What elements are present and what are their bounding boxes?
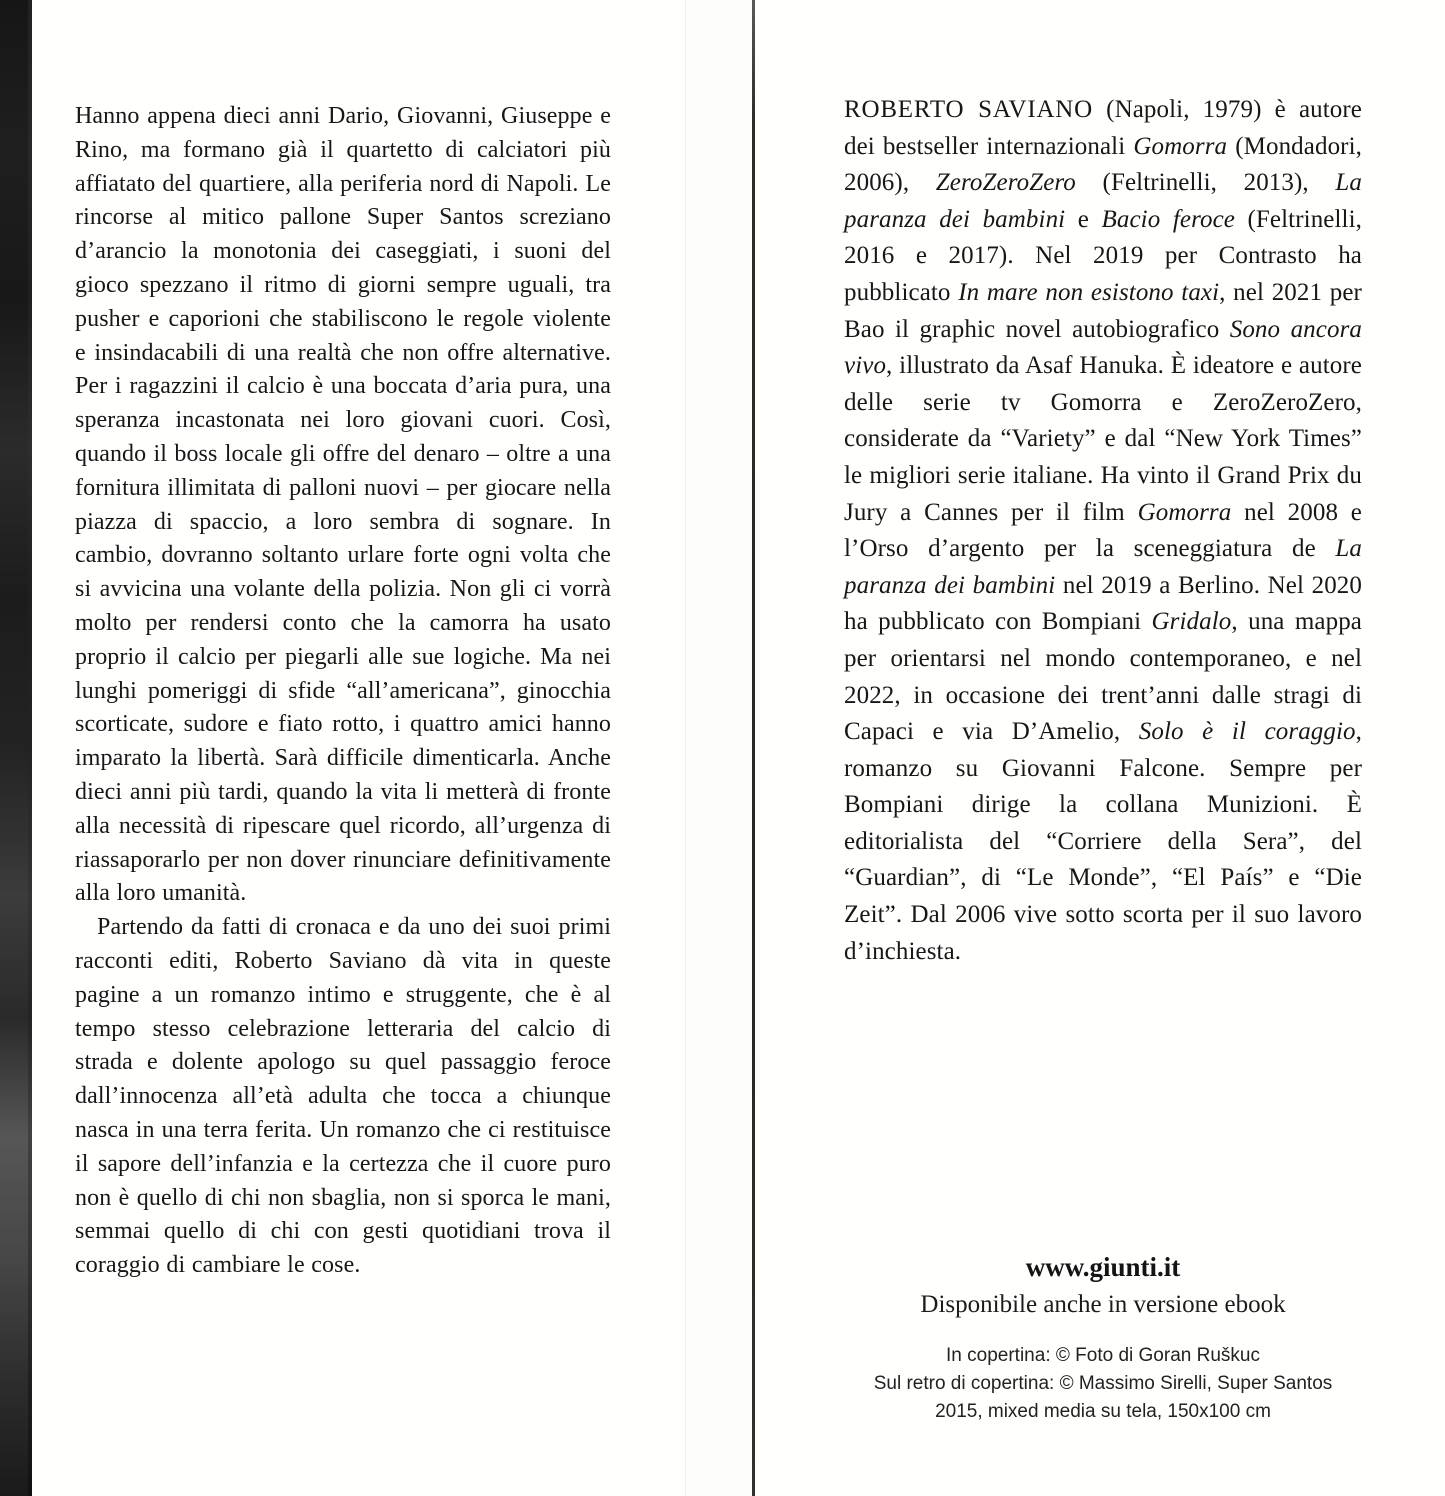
publisher-info <box>844 1248 1362 1324</box>
back-flap <box>755 0 1445 1496</box>
book-title: Bacio feroce <box>1101 205 1235 233</box>
book-title: Solo è il coraggio <box>1138 718 1356 746</box>
synopsis-paragraph: Hanno appena dieci anni Dario, Giovanni, Giuseppe e Rino, ma formano già il quartetto di calciatori più affiatato del quartiere, alla periferia nord di Napoli. Le rincorse al mitico pallone Super Santos screziano d’arancio la monotonia dei caseggiati, i suoni del gioco spezzano il ritmo di giorni sempre uguali, tra pusher e caporioni che stabiliscono le regole violente e insindacabili di una realtà che non offre alternative. Per i ragazzini il calcio è una boccata d’aria pura, una speranza incastonata nei loro giovani cuori. Così, quando il boss locale gli offre del denaro – oltre a una fornitura illimitata di palloni nuovi – per giocare nella piazza di spaccio, a loro sembra di sognare. In cambio, dovranno soltanto urlare forte ogni volta che si avvicina una volante della polizia. Non gli ci vorrà molto per rendersi conto che la camorra ha usato proprio il calcio per piegarli alle sue logiche. Ma nei lunghi pomeriggi di sfide “all’americana”, ginocchia scorticate, sudore e fiato rotto, i quattro amici hanno imparato la libertà. Sarà difficile dimenticarla. Anche dieci anni più tardi, quando la vita li metterà di fronte alla necessità di ripescare quel ricordo, all’urgenza di riassaporarlo per non dover rinunciare definitivamente alla loro umanità. <box>75 103 611 907</box>
book-title: Gomorra <box>1133 132 1228 160</box>
credit-line: In copertina: © Foto di Goran Ruškuc <box>946 1345 1260 1366</box>
cover-photo-edge <box>0 0 32 1496</box>
front-flap <box>32 0 686 1496</box>
bio-text: (Napoli, 1979) è autore dei bestseller internazionali <box>844 96 1363 160</box>
bio-text: nel 2008 e l’Orso d’argento per la sceneggiatura de <box>844 498 1362 563</box>
bio-text: (Mondadori, 2006), <box>844 132 1363 197</box>
book-title: ZeroZeroZero <box>935 169 1076 197</box>
author-bio <box>844 92 1362 970</box>
book-title: In mare non esistono taxi <box>958 278 1220 306</box>
bio-text: (Feltrinelli, 2013), <box>1075 169 1336 197</box>
bio-text: , romanzo su Giovanni Falcone. Sempre per Bompiani dirige la collana Munizioni. È editorialista del “Corriere della Sera”, del “Guardian”, di “Le Monde”, “El País” e “Die Zeit”. Dal 2006 vive sotto scorta per il suo lavoro d’inchiesta. <box>844 718 1362 965</box>
book-title: Gomorra <box>1137 498 1232 526</box>
book-title: Sono ancora vivo <box>844 315 1362 380</box>
book-title: La paranza dei bambini <box>844 169 1362 233</box>
bio-text: (Feltrinelli, 2016 e 2017). Nel 2019 per Contrasto ha pubblicato <box>844 205 1362 306</box>
credit-line: 2015, mixed media su tela, 150x100 cm <box>935 1401 1271 1422</box>
credit-line: Sul retro di copertina: © Massimo Sirelli, Super Santos <box>873 1373 1333 1394</box>
bio-text: , una mappa per orientarsi nel mondo contemporaneo, e nel 2022, in occasione dei trent’anni dalle stragi di Capaci e via D’Amelio, <box>844 608 1362 746</box>
synopsis-text <box>75 100 611 1283</box>
book-title: Gridalo <box>1151 608 1232 636</box>
author-name: ROBERTO SAVIANO <box>844 96 1094 123</box>
book-title: La paranza dei bambini <box>844 535 1362 599</box>
synopsis-paragraph: Partendo da fatti di cronaca e da uno dei suoi primi racconti editi, Roberto Saviano dà vita in queste pagine a un romanzo intimo e struggente, che è al tempo stesso celebrazione letteraria del calcio di strada e dolente apologo su quel passaggio feroce dall’innocenza all’età adulta che tocca a chiunque nasca in una terra ferita. Un romanzo che ci restituisce il sapore dell’infanzia e la certezza che il cuore puro non è quello di chi non sbaglia, non si sporca le mani, semmai quello di chi con gesti quotidiani trova il coraggio di cambiare le cose. <box>75 914 611 1279</box>
ebook-note: Disponibile anche in versione ebook <box>920 1291 1286 1318</box>
bio-text: e <box>1065 205 1102 233</box>
bio-text: , illustrato da Asaf Hanuka. È ideatore e autore delle serie tv Gomorra e ZeroZeroZero, considerate da “Variety” e dal “New York Times” le migliori serie italiane. Ha vinto il Grand Prix du Jury a Cannes per il film <box>844 352 1362 526</box>
bio-text: nel 2019 a Berlino. Nel 2020 ha pubblicato con Bompiani <box>844 571 1362 636</box>
bio-text: , nel 2021 per Bao il graphic novel autobiografico <box>844 278 1362 343</box>
credits <box>795 1342 1411 1426</box>
publisher-website: www.giunti.it <box>1025 1252 1181 1282</box>
